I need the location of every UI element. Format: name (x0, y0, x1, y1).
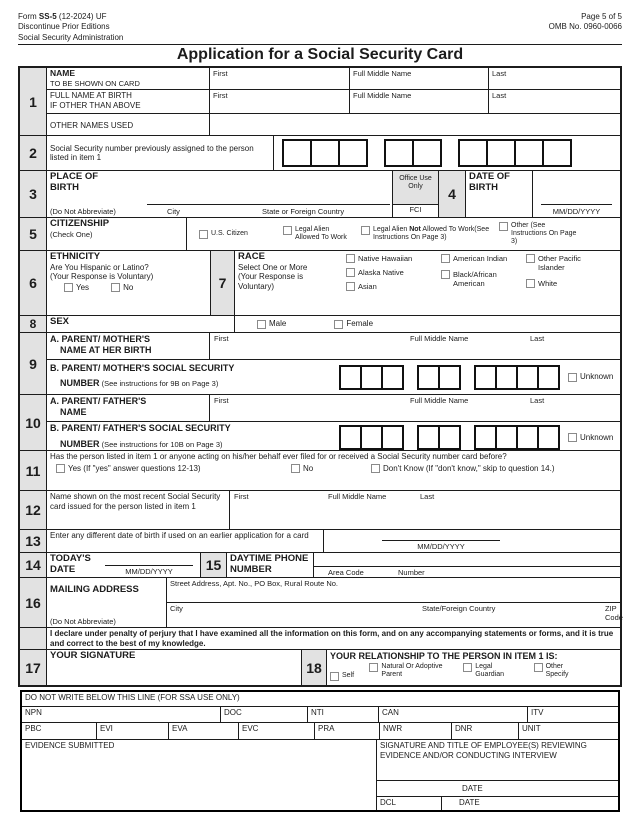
name-on-card-first-field[interactable]: First (210, 68, 350, 89)
item-12-row (20, 491, 620, 530)
ssn-area-group[interactable] (282, 139, 366, 167)
checkbox-ethnicity-yes[interactable] (64, 283, 73, 292)
item-3-number: 3 (20, 171, 47, 217)
employee-date-field[interactable]: DATE (377, 780, 618, 796)
item-7-number: 7 (210, 251, 235, 315)
item-14-15-row (20, 553, 620, 578)
option-white[interactable]: White (526, 279, 617, 288)
father-name-label: A. PARENT/ FATHER'S NAME (47, 395, 210, 421)
checkbox-filed-dont-know[interactable] (371, 464, 380, 473)
item-4-number: 4 (438, 171, 466, 217)
page-header (0, 0, 640, 43)
evi-field[interactable]: EVI (97, 723, 169, 739)
daytime-phone-label: DAYTIME PHONE NUMBER (227, 553, 314, 577)
checkbox-legal-guardian[interactable] (463, 663, 472, 672)
item-17-18-row (20, 650, 620, 685)
mailing-address-label-cell (47, 578, 167, 627)
other-names-field[interactable] (210, 114, 620, 135)
prior-filing-question: Has the person listed in item 1 or anyone acting on his/her behalf ever filed for or received a Social Security number card before? (50, 452, 507, 462)
item-15-number: 15 (200, 553, 227, 577)
item-1-row (20, 68, 620, 136)
name-on-card-middle-field[interactable]: Full Middle Name (350, 68, 489, 89)
ssa-box-header: DO NOT WRITE BELOW THIS LINE (FOR SSA USE ONLY) (25, 693, 240, 703)
form-id-block (18, 12, 123, 43)
prior-ssn-boxes (274, 136, 620, 170)
office-use-only-label: Office Use Only (393, 171, 438, 204)
item-8-row (20, 316, 620, 333)
itv-field[interactable]: ITV (531, 708, 544, 718)
option-ethnicity-no[interactable]: No (111, 283, 133, 293)
option-self[interactable]: Self (330, 663, 369, 690)
option-citizenship-other[interactable]: Other (See Instructions On Page 3) (499, 222, 589, 246)
item-14-number: 14 (20, 553, 47, 577)
option-filed-dont-know[interactable]: Don't Know (If "don't know," skip to question 14.) (371, 464, 555, 474)
ssa-codes-row-2 (22, 723, 618, 740)
sex-options (235, 316, 620, 332)
item-13-number: 13 (20, 530, 47, 552)
item-5-number: 5 (20, 218, 47, 250)
option-filed-yes[interactable]: Yes (If "yes" answer questions 12-13) (56, 464, 291, 474)
application-table (18, 66, 622, 687)
evc-field[interactable]: EVC (239, 723, 315, 739)
prior-ssn-label: Social Security number previously assigned to the person listed in item 1 (47, 136, 274, 170)
page-number: Page 5 of 5 (581, 12, 622, 21)
name-at-birth-last-field[interactable]: Last (492, 91, 507, 101)
different-dob-field[interactable] (324, 530, 620, 552)
ssa-codes-row-1 (22, 707, 618, 723)
option-male[interactable]: Male (257, 319, 286, 329)
checkbox-male[interactable] (257, 320, 266, 329)
unit-field[interactable]: UNIT (522, 724, 541, 734)
item-6-7-row (20, 251, 620, 316)
specify-input-line[interactable] (546, 679, 598, 687)
eva-field[interactable]: EVA (169, 723, 239, 739)
checkbox-filed-yes[interactable] (56, 464, 65, 473)
name-at-birth-label: FULL NAME AT BIRTH IF OTHER THAN ABOVE (47, 90, 210, 113)
option-female[interactable]: Female (334, 319, 373, 329)
option-filed-no[interactable]: No (291, 464, 371, 474)
father-name-field[interactable]: First Full Middle Name Last (214, 396, 545, 406)
checkbox-filed-no[interactable] (291, 464, 300, 473)
item-2-row (20, 136, 620, 171)
mother-name-field[interactable]: First Full Middle Name Last (214, 334, 545, 344)
place-of-birth-cell[interactable] (47, 171, 392, 217)
item-9-row (20, 333, 620, 395)
npn-field[interactable]: NPN (22, 707, 221, 722)
checkbox-white[interactable] (526, 279, 535, 288)
dnr-field[interactable]: DNR (452, 723, 519, 739)
checkbox-citizenship-other[interactable] (499, 222, 508, 231)
declaration-row (20, 628, 620, 650)
area-code-label: Area Code (328, 568, 364, 578)
name-at-birth-first-field[interactable]: First (210, 90, 350, 113)
city-state-zip-field[interactable]: City State/Foreign Country ZIP Code (170, 604, 623, 623)
perjury-declaration: I declare under penalty of perjury that I have examined all the information on this form, and on any accompanying statements or forms, and it is true and correct to the best of my knowledge. (50, 629, 614, 649)
mother-ssn-boxes (339, 365, 613, 390)
name-on-card-label: NAME TO BE SHOWN ON CARD (47, 68, 210, 89)
phone-number-label: Number (398, 568, 425, 578)
citizenship-label-cell: CITIZENSHIP (Check One) (47, 218, 187, 250)
sex-label: SEX (47, 316, 235, 332)
item-9-number: 9 (20, 333, 47, 394)
recent-card-name-field[interactable]: First Full Middle Name Last (234, 492, 435, 502)
item-1-number: 1 (20, 68, 47, 135)
omb-number: OMB No. 0960-0066 (548, 22, 622, 32)
form-suffix: (12-2024) UF (56, 12, 107, 21)
your-signature-field[interactable]: YOUR SIGNATURE (47, 650, 302, 685)
ssa-use-only-box (20, 690, 620, 812)
ethnicity-cell (47, 251, 210, 315)
dcl-row (377, 796, 618, 810)
ssn-serial-group[interactable] (458, 139, 570, 167)
ssn-group-group[interactable] (384, 139, 440, 167)
relationship-label: YOUR RELATIONSHIP TO THE PERSON IN ITEM 1 IS: (330, 651, 558, 662)
option-alaska-native[interactable]: Alaska Native (346, 268, 441, 277)
place-of-birth-label: PLACE OF BIRTH (50, 171, 99, 193)
place-of-birth-line (147, 204, 390, 205)
item-10-row (20, 395, 620, 451)
item-16-row (20, 578, 623, 628)
option-legal-guardian[interactable]: Legal Guardian (463, 663, 533, 690)
item-11-number: 11 (20, 451, 47, 490)
checkbox-ethnicity-no[interactable] (111, 283, 120, 292)
employee-signature-field[interactable]: SIGNATURE AND TITLE OF EMPLOYEE(S) REVIEWING EVIDENCE AND/OR CONDUCTING INTERVIEW (380, 741, 587, 760)
nti-field[interactable]: NTI (308, 707, 379, 722)
option-legal-alien-not-allowed[interactable]: Legal Alien Not Allowed To Work(See Instructions On Page 3) (361, 226, 493, 242)
form-title: Application for a Social Security Card (176, 46, 464, 64)
city-label: City (167, 207, 180, 217)
item-17-number: 17 (20, 650, 47, 685)
option-ethnicity-yes[interactable]: Yes (64, 283, 89, 293)
form-code: SS-5 (38, 12, 57, 21)
can-field[interactable]: CAN (379, 707, 528, 722)
name-on-card-last-field[interactable]: Last (492, 69, 507, 79)
checkbox-asian[interactable] (346, 282, 355, 291)
father-ssn-label: B. PARENT/ FATHER'S SOCIAL SECURITY NUMBER (See instructions for 10B on Page 3) (50, 423, 231, 449)
agency-line: Social Security Administration (18, 32, 124, 42)
nwr-field[interactable]: NWR (380, 723, 452, 739)
header-divider (18, 44, 622, 45)
item-6-number: 6 (20, 251, 47, 315)
pra-field[interactable]: PRA (315, 723, 380, 739)
option-asian[interactable]: Asian (346, 282, 441, 291)
office-use-only-cell (392, 171, 438, 217)
discontinue-line: Discontinue Prior Editions (18, 22, 110, 32)
name-at-birth-middle-field[interactable]: Full Middle Name (350, 90, 489, 113)
option-american-indian[interactable]: American Indian (441, 254, 526, 263)
checkbox-black-african-american[interactable] (441, 270, 450, 279)
ethnicity-label: ETHNICITY (50, 251, 101, 263)
checkbox-american-indian[interactable] (441, 254, 450, 263)
option-black-african-american[interactable]: Black/African American (441, 270, 526, 288)
race-label: RACE (238, 251, 265, 263)
form-prefix: Form (18, 12, 39, 21)
option-native-hawaiian[interactable]: Native Hawaiian (346, 254, 441, 263)
item-2-number: 2 (20, 136, 47, 170)
hispanic-question: Are You Hispanic or Latino? (50, 262, 149, 272)
item-3-4-row (20, 171, 620, 218)
checkbox-us-citizen[interactable] (199, 230, 208, 239)
checkbox-father-ssn-unknown[interactable] (568, 433, 577, 442)
option-mother-ssn-unknown[interactable]: Unknown (568, 372, 613, 382)
checkbox-female[interactable] (334, 320, 343, 329)
doc-field[interactable]: DOC (221, 707, 308, 722)
item-11-row (20, 451, 620, 491)
daytime-phone-field[interactable] (314, 553, 620, 577)
dob-format-hint: MM/DD/YYYY (552, 207, 601, 217)
form-number-line (18, 12, 123, 22)
todays-date-cell[interactable] (47, 553, 200, 577)
fci-label: FCI (393, 204, 438, 217)
checkbox-self[interactable] (330, 672, 339, 681)
pbc-field[interactable]: PBC (22, 723, 97, 739)
option-other-pacific-islander[interactable]: Other Pacific Islander (526, 254, 617, 272)
different-dob-label: Enter any different date of birth if used on an earlier application for a card (47, 530, 324, 552)
date-of-birth-field[interactable] (533, 171, 620, 217)
checkbox-other-pacific-islander[interactable] (526, 254, 535, 263)
ssa-evidence-row (22, 740, 618, 810)
evidence-submitted-field[interactable]: EVIDENCE SUBMITTED (22, 740, 377, 810)
checkbox-legal-alien-allowed[interactable] (283, 226, 292, 235)
dcl-date-field[interactable]: DATE (459, 798, 480, 808)
street-address-field[interactable]: Street Address, Apt. No., PO Box, Rural Route No. (170, 579, 338, 589)
todays-date-label: TODAY'S DATE (50, 553, 91, 575)
item-13-row (20, 530, 620, 553)
checkbox-legal-alien-not-allowed[interactable] (361, 226, 370, 235)
todays-date-format-hint: MM/DD/YYYY (125, 567, 173, 577)
mailing-do-not-abbreviate-note: (Do Not Abbreviate) (50, 617, 116, 627)
item-16-number: 16 (20, 578, 47, 627)
race-options (343, 251, 620, 315)
option-legal-alien-allowed[interactable]: Legal Alien Allowed To Work (283, 226, 355, 242)
mother-name-label: A. PARENT/ MOTHER'S NAME AT HER BIRTH (47, 333, 210, 359)
checkbox-native-hawaiian[interactable] (346, 254, 355, 263)
option-natural-adoptive-parent[interactable]: Natural Or Adoptive Parent (369, 663, 463, 690)
page-meta-block (549, 12, 622, 43)
item-12-number: 12 (20, 491, 47, 529)
checkbox-alaska-native[interactable] (346, 268, 355, 277)
date-of-birth-label: DATE OF BIRTH (466, 171, 533, 217)
father-ssn-boxes (339, 425, 613, 450)
check-one-note: (Check One) (50, 229, 93, 239)
checkbox-mother-ssn-unknown[interactable] (568, 373, 577, 382)
relationship-cell (327, 650, 620, 685)
item-8-number: 8 (20, 316, 47, 332)
option-father-ssn-unknown[interactable]: Unknown (568, 433, 613, 443)
dcl-field[interactable]: DCL (377, 797, 442, 810)
checkbox-natural-adoptive-parent[interactable] (369, 663, 378, 672)
option-relationship-other[interactable]: Other Specify (534, 663, 617, 690)
item-10-number: 10 (20, 395, 47, 450)
item-18-number: 18 (302, 650, 327, 685)
different-dob-format-hint: MM/DD/YYYY (417, 542, 465, 552)
state-or-country-label: State or Foreign Country (262, 207, 345, 217)
race-voluntary-note: (Your Response is Voluntary) (238, 272, 304, 291)
ethnicity-voluntary-note: (Your Response is Voluntary) (50, 272, 154, 282)
declaration-number-spacer (20, 628, 47, 649)
other-names-label: OTHER NAMES USED (47, 114, 210, 135)
race-label-cell: RACE Select One or More (Your Response is Voluntary) (235, 251, 343, 315)
mailing-address-label: MAILING ADDRESS (50, 584, 139, 596)
mother-ssn-label: B. PARENT/ MOTHER'S SOCIAL SECURITY NUMBER (See instructions for 9B on Page 3) (50, 363, 235, 389)
do-not-abbreviate-note: (Do Not Abbreviate) (50, 207, 116, 217)
checkbox-relationship-other[interactable] (534, 663, 543, 672)
recent-card-name-label: Name shown on the most recent Social Security card issued for the person listed in item 1 (47, 491, 230, 529)
option-us-citizen[interactable]: U.S. Citizen (199, 230, 277, 239)
item-5-row (20, 218, 620, 251)
citizenship-options (187, 218, 620, 250)
